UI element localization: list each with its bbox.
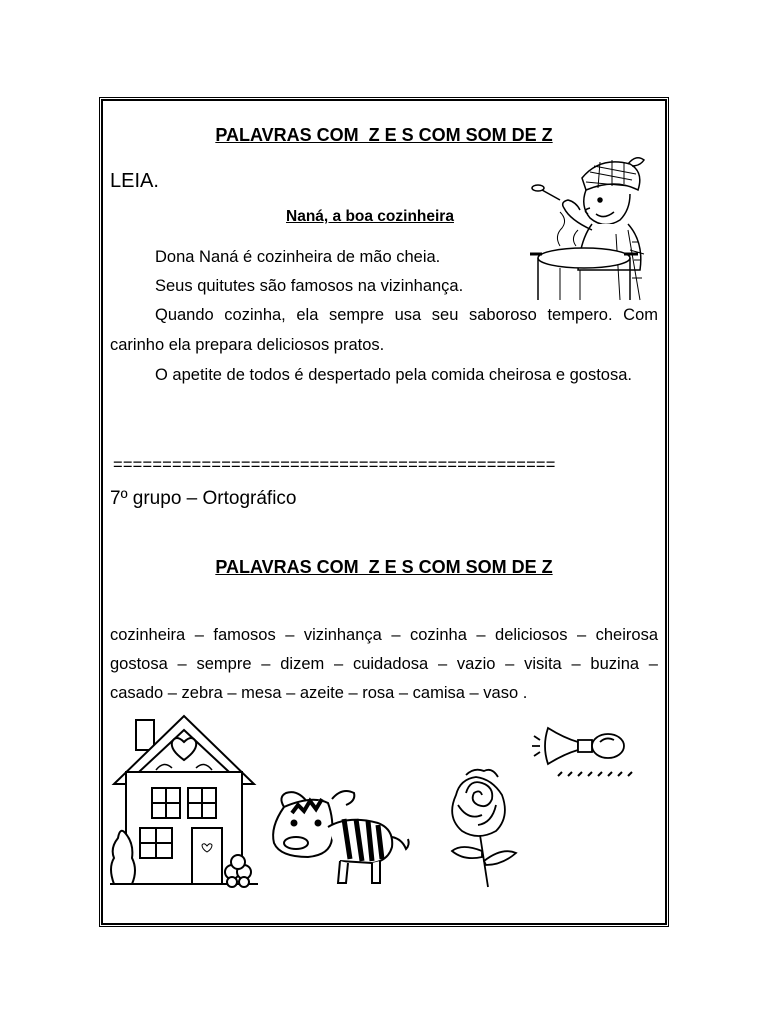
zebra-illustration (268, 783, 414, 887)
story-line-2: Seus quitutes são famosos na vizinhança. (155, 277, 464, 295)
horn-illustration (528, 722, 638, 784)
story-line-1: Dona Naná é cozinheira de mão cheia. (155, 248, 441, 266)
worksheet-title: PALAVRAS COM Z E S COM SOM DE Z (215, 125, 553, 145)
group-label: 7º grupo – Ortográfico (110, 488, 297, 509)
cook-illustration (520, 150, 660, 302)
words-title: PALAVRAS COM Z E S COM SOM DE Z (215, 557, 553, 577)
word-line-1: cozinheira – famosos – vizinhança – cozinha – deliciosos – cheirosa (110, 626, 658, 644)
rose-illustration (436, 765, 522, 891)
house-illustration (108, 712, 260, 888)
word-line-3: casado – zebra – mesa – azeite – rosa – camisa – vaso . (110, 684, 528, 702)
separator-line: ============================================= (113, 456, 556, 474)
leia-heading: LEIA. (110, 170, 159, 192)
word-line-2: gostosa – sempre – dizem – cuidadosa – vazio – visita – buzina – (110, 655, 658, 673)
story-title: Naná, a boa cozinheira (286, 208, 454, 225)
story-paragraph-4: O apetite de todos é despertado pela comida cheirosa e gostosa. (155, 366, 632, 384)
story-paragraph-3: Quando cozinha, ela sempre usa seu saboroso tempero. Com carinho ela prepara deliciosos pratos. (110, 306, 658, 354)
